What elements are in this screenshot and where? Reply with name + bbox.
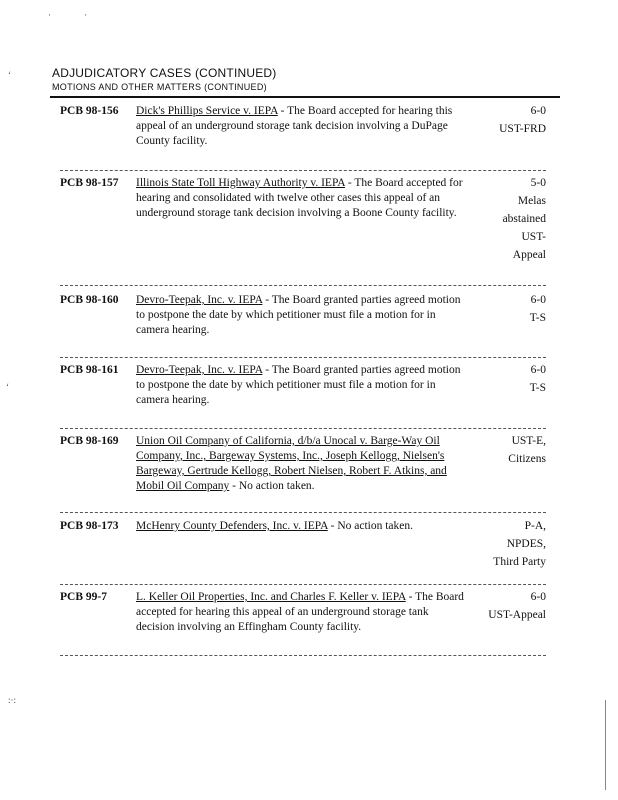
- case-number: PCB 99-7: [60, 591, 107, 603]
- case-title: L. Keller Oil Properties, Inc. and Charles F. Keller v. IEPA: [136, 591, 406, 603]
- separator: [60, 170, 546, 171]
- case-description: [136, 104, 466, 149]
- case-description: [136, 519, 466, 534]
- case-title: Union Oil Company of California, d/b/a Unocal v. Barge-Way Oil Company, Inc., Bargeway Systems, Inc., Joseph Kellogg, Nielsen's Bargeway, Gertrude Kellogg, Robert Nielsen, Robert F. Atkins, and Mobil Oil Company: [136, 435, 447, 492]
- scan-speck: ·: [48, 10, 51, 20]
- case-vote: [466, 363, 546, 399]
- case-text: - The Board accepted for hearing this appeal of an underground storage tank decision involving a DuPage County facility.: [136, 105, 453, 147]
- vote-line: 6-0: [530, 364, 546, 376]
- case-title: Dick's Phillips Service v. IEPA: [136, 105, 278, 117]
- case-number: PCB 98-173: [60, 520, 119, 532]
- header-rule: [50, 96, 560, 98]
- case-vote: [466, 104, 546, 140]
- case-text: - The Board granted parties agreed motion to postpone the date by which petitioner must file a motion for in camera hearing.: [136, 294, 461, 336]
- case-title: Devro-Teepak, Inc. v. IEPA: [136, 364, 263, 376]
- vote-line: Third Party: [493, 556, 546, 568]
- case-title: Illinois State Toll Highway Authority v. IEPA: [136, 177, 345, 189]
- case-title: Devro-Teepak, Inc. v. IEPA: [136, 294, 263, 306]
- case-vote: [466, 434, 546, 470]
- vote-line: abstained: [502, 213, 546, 225]
- case-description: [136, 434, 466, 494]
- case-description: [136, 590, 466, 635]
- case-text: - The Board accepted for hearing this appeal of an underground storage tank decision involving an Effingham County facility.: [136, 591, 464, 633]
- vote-line: T-S: [529, 312, 546, 324]
- vote-line: T-S: [529, 382, 546, 394]
- case-number: PCB 98-160: [60, 294, 119, 306]
- separator: [60, 655, 546, 656]
- vote-line: Melas: [517, 195, 546, 207]
- scan-speck: :·:: [8, 695, 16, 705]
- separator: [60, 512, 546, 513]
- vote-line: UST-E,: [511, 435, 546, 447]
- case-title: McHenry County Defenders, Inc. v. IEPA: [136, 520, 328, 532]
- vote-line: 6-0: [530, 591, 546, 603]
- case-text: - The Board accepted for hearing and consolidated with twelve other cases this appeal of an underground storage tank decision involving a Boone County facility.: [136, 177, 463, 219]
- vote-line: 6-0: [530, 105, 546, 117]
- case-vote: [466, 519, 546, 573]
- scan-speck: ‘: [8, 70, 11, 80]
- scan-edge-line: [605, 700, 606, 790]
- scan-speck: ‘: [6, 382, 9, 392]
- vote-line: 6-0: [530, 294, 546, 306]
- separator: [60, 285, 546, 286]
- vote-line: 5-0: [530, 177, 546, 189]
- scan-speck: ·: [84, 10, 87, 20]
- vote-line: UST-FRD: [499, 123, 546, 135]
- vote-line: Appeal: [512, 249, 546, 261]
- case-description: [136, 176, 466, 221]
- case-vote: [466, 590, 546, 626]
- separator: [60, 584, 546, 585]
- vote-line: UST-Appeal: [488, 609, 546, 621]
- section-subtitle: MOTIONS AND OTHER MATTERS (CONTINUED): [52, 82, 267, 92]
- case-number: PCB 98-157: [60, 177, 119, 189]
- case-vote: [466, 176, 546, 266]
- case-vote: [466, 293, 546, 329]
- case-text: - No action taken.: [327, 520, 414, 532]
- case-number: PCB 98-161: [60, 364, 119, 376]
- section-title: ADJUDICATORY CASES (CONTINUED): [52, 66, 277, 80]
- case-number: PCB 98-156: [60, 105, 119, 117]
- case-number: PCB 98-169: [60, 435, 119, 447]
- vote-line: Citizens: [508, 453, 546, 465]
- case-description: [136, 363, 466, 408]
- separator: [60, 357, 546, 358]
- vote-line: NPDES,: [506, 538, 546, 550]
- case-description: [136, 293, 466, 338]
- case-text: - No action taken.: [229, 480, 315, 492]
- case-text: - The Board granted parties agreed motion to postpone the date by which petitioner must file a motion for in camera hearing.: [136, 364, 461, 406]
- vote-line: P-A,: [524, 520, 546, 532]
- vote-line: UST-: [521, 231, 546, 243]
- separator: [60, 428, 546, 429]
